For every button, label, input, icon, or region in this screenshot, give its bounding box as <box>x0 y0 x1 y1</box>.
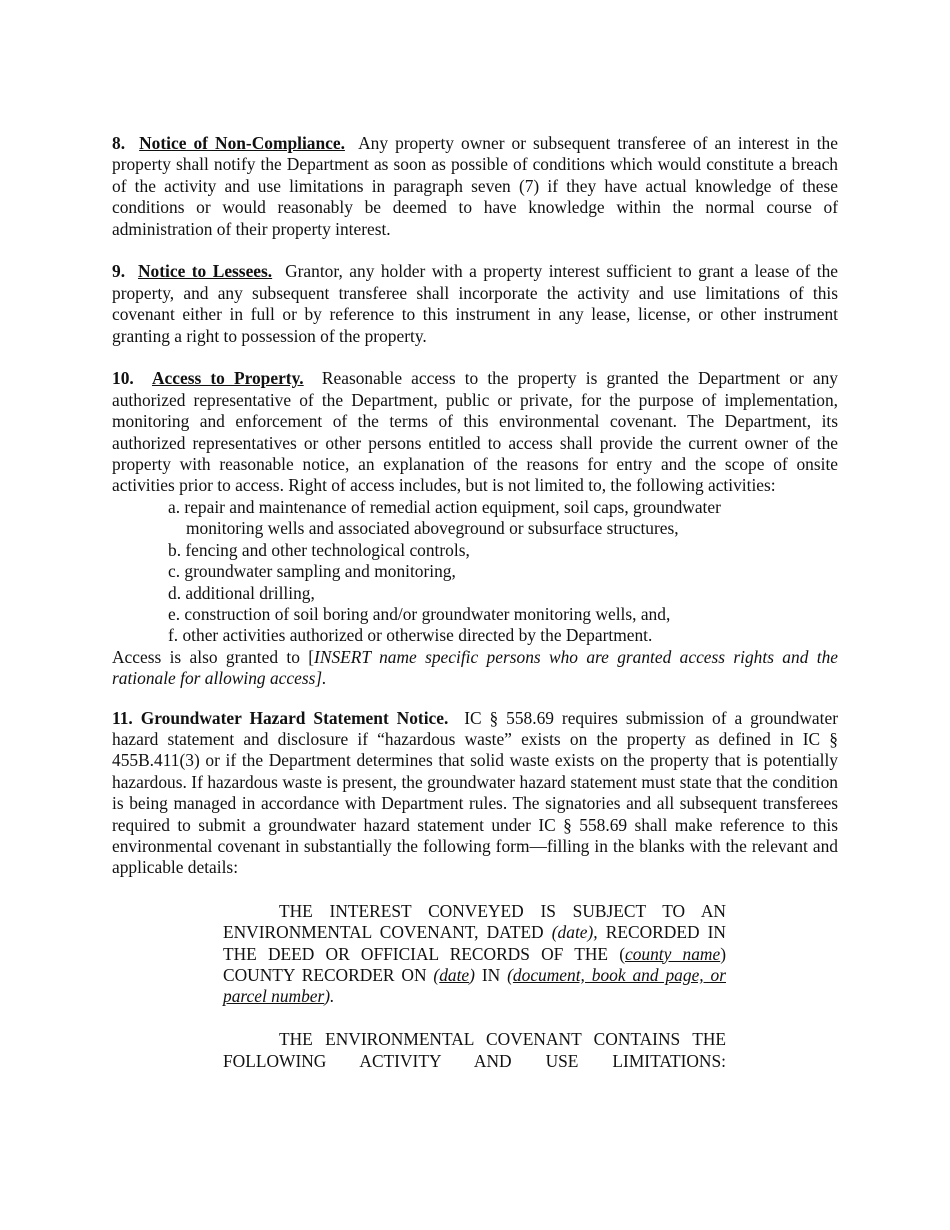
county-name-placeholder: county name <box>624 943 721 964</box>
section-11-body: IC § 558.69 requires submission of a groundwater hazard statement and disclosure if “hazardous waste” exists on the property as defined in IC § 455B.411(3) or if the Department determines that solid waste exists on the property that is potentially hazardous. If hazardous waste is present, the groundwater hazard statement must state that the condition is being managed in accordance with Department rules. The signatories and all subsequent transferees required to submit a groundwater hazard statement under IC § 558.69 shall make reference to this environmental covenant in substantially the following form—filling in the blanks with the relevant and applicable details: <box>112 707 838 878</box>
section-11 <box>112 708 838 879</box>
activities-list <box>112 497 768 647</box>
notice-text: ). <box>324 986 335 1007</box>
section-8-body: Any property owner or subsequent transferee of an interest in the property shall notify the Department as soon as possible of conditions which would constitute a breach of the activity and use limitations in paragraph seven (7) if they have actual knowledge of these conditions or would reasonably be deemed to have knowledge within the normal course of administration of their property interest. <box>112 133 838 239</box>
section-9-number: 9. <box>112 261 126 282</box>
section-10-heading: Access to Property. <box>151 368 304 389</box>
date-placeholder: (date), <box>551 922 598 943</box>
list-item: e. construction of soil boring and/or groundwater monitoring wells, and, <box>168 603 671 624</box>
list-item: a. repair and maintenance of remedial action equipment, soil caps, groundwater monitoring wells and associated aboveground or subsurface structures, <box>168 496 721 539</box>
list-item: c. groundwater sampling and monitoring, <box>168 561 456 582</box>
access-prefix: Access is also granted to [ <box>112 646 315 667</box>
notice-text: ) <box>469 965 475 985</box>
list-item: d. additional drilling, <box>168 582 315 603</box>
section-10 <box>112 368 838 496</box>
section-11-heading: 11. Groundwater Hazard Statement Notice. <box>112 707 449 728</box>
notice-block <box>223 901 726 1072</box>
section-9-body: Grantor, any holder with a property interest sufficient to grant a lease of the property, and any subsequent transferee shall incorporate the activity and use limitations of this covenant either in full or by reference to this instrument in any lease, license, or other instrument granting a right to possession of the property. <box>112 261 838 346</box>
notice-text: RECORDED IN THE DEED OR OFFICIAL RECORDS OF THE ( <box>223 922 726 964</box>
notice-text: ) COUNTY RECORDER ON <box>223 943 726 985</box>
recorder-date-placeholder: date <box>439 965 470 985</box>
notice-paragraph-1 <box>223 901 726 1008</box>
section-10-body: Reasonable access to the property is granted the Department or any authorized representative of the Department, public or private, for the purpose of implementation, monitoring and enforcement of the terms of this environmental covenant. The Department, its authorized representatives or other persons entitled to access shall provide the current owner of the property with reasonable notice, an explanation of the reasons for entry and the scope of onsite activities prior to access. Right of access includes, but is not limited to, the following activities: <box>112 368 838 496</box>
access-placeholder: INSERT name specific persons who are granted access rights and the rationale for allowing access]. <box>112 646 838 689</box>
section-8 <box>112 133 838 240</box>
notice-text: THE INTEREST CONVEYED IS SUBJECT TO AN ENVIRONMENTAL COVENANT, DATED <box>223 900 726 943</box>
section-10-number: 10. <box>112 368 134 389</box>
notice-text: ( <box>433 965 440 985</box>
access-granted-paragraph <box>112 647 838 690</box>
notice-text: ( <box>507 965 513 985</box>
section-8-heading: Notice of Non-Compliance. <box>139 133 345 153</box>
section-9-heading: Notice to Lessees. <box>137 261 273 282</box>
section-8-number: 8. <box>112 133 126 153</box>
document-page <box>112 133 838 1072</box>
notice-paragraph-2: THE ENVIRONMENTAL COVENANT CONTAINS THE FOLLOWING ACTIVITY AND USE LIMITATIONS: <box>223 1029 726 1071</box>
document-reference-placeholder: document, book and page, or parcel number <box>223 965 726 1007</box>
notice-text: IN <box>474 965 508 985</box>
list-item: b. fencing and other technological controls, <box>168 539 470 560</box>
list-item: f. other activities authorized or otherwise directed by the Department. <box>168 625 653 646</box>
section-9 <box>112 261 838 347</box>
